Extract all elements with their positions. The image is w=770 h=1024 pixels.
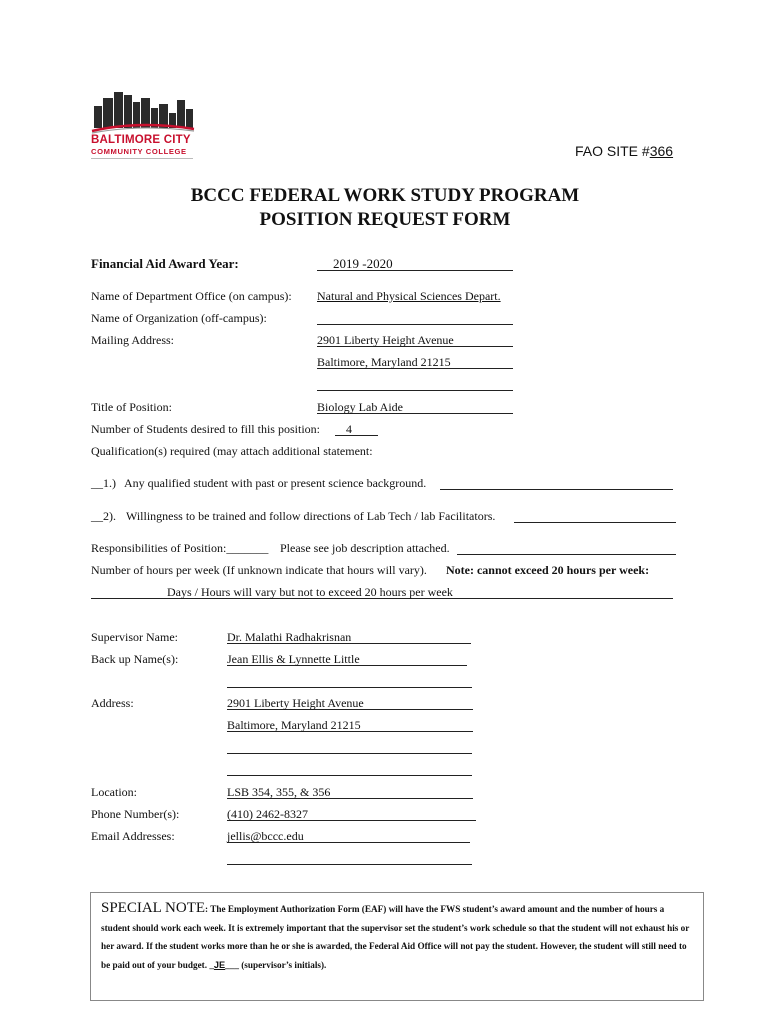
position-title-label: Title of Position:: [91, 400, 172, 414]
logo-line2: COMMUNITY COLLEGE: [91, 147, 187, 156]
mailing-line1: 2901 Liberty Height Avenue: [317, 333, 454, 347]
qualification-2-field[interactable]: [514, 522, 676, 523]
special-note-initials[interactable]: JE: [213, 959, 226, 970]
num-students-value: 4: [346, 422, 352, 436]
num-students-field[interactable]: [335, 435, 378, 436]
qualification-1-field[interactable]: [440, 489, 673, 490]
qualification-1-text: Any qualified student with past or present science background.: [124, 476, 427, 490]
location-value: LSB 354, 355, & 356: [227, 785, 331, 799]
qualification-2-prefix: __2).: [91, 509, 116, 523]
college-logo: [90, 92, 200, 164]
phone-label: Phone Number(s):: [91, 807, 180, 821]
hours-value: Days / Hours will vary but not to exceed 20 hours per week: [167, 585, 453, 599]
swoosh-graphic: [90, 122, 196, 134]
email-label: Email Addresses:: [91, 829, 175, 843]
hours-label: Number of hours per week (If unknown indicate that hours will vary).: [91, 563, 427, 577]
num-students-label: Number of Students desired to fill this position:: [91, 422, 320, 436]
hours-note: Note: cannot exceed 20 hours per week:: [446, 563, 650, 577]
email-value: jellis@bccc.edu: [227, 829, 304, 843]
special-note-heading: SPECIAL NOTE: [101, 900, 206, 916]
supervisor-value: Dr. Malathi Radhakrisnan: [227, 630, 352, 644]
dept-value[interactable]: Natural and Physical Sciences Depart.: [317, 289, 501, 303]
mailing-line2: Baltimore, Maryland 21215: [317, 355, 451, 369]
address-line2: Baltimore, Maryland 21215: [227, 718, 361, 732]
responsibilities-label: Responsibilities of Position:_______: [91, 541, 269, 555]
location-label: Location:: [91, 785, 137, 799]
responsibilities-text: Please see job description attached.: [280, 541, 450, 555]
form-title-line2: POSITION REQUEST FORM: [259, 209, 511, 230]
special-note-box: [90, 892, 704, 1001]
mailing-line3-field[interactable]: [317, 390, 513, 391]
address-line3-field[interactable]: [227, 753, 472, 754]
qualification-2-text: Willingness to be trained and follow directions of Lab Tech / lab Facilitators.: [126, 509, 496, 523]
responsibilities-field[interactable]: [457, 554, 676, 555]
qualifications-label: Qualification(s) required (may attach additional statement:: [91, 444, 373, 458]
fao-site-label: FAO SITE #: [575, 143, 650, 159]
logo-line1: BALTIMORE CITY: [91, 134, 191, 146]
logo-tagline-rule: [91, 158, 193, 159]
award-year-value: 2019 -2020: [333, 256, 393, 271]
supervisor-label: Supervisor Name:: [91, 630, 178, 644]
email-field-2[interactable]: [227, 864, 472, 865]
special-note-text: SPECIAL NOTE: The Employment Authorization Form (EAF) will have the FWS student’s award amount and the number of hours a student should work each week. It is extremely important that the supervisor set the student’s work schedule so that the student will not exhaust his or her award. If the student works more than he or she is awarded, the Federal Aid Office will not pay the student. However, the student will still need to be paid out of your budget. _JE___ (supervisor’s initials).: [101, 900, 690, 970]
position-title-value: Biology Lab Aide: [317, 400, 403, 414]
qualification-1-prefix: __1.): [91, 476, 116, 490]
backup-value: Jean Ellis & Lynnette Little: [227, 652, 360, 666]
org-field[interactable]: [317, 324, 513, 325]
award-year-label: Financial Aid Award Year:: [91, 256, 239, 271]
backup-label: Back up Name(s):: [91, 652, 179, 666]
org-label: Name of Organization (off-campus):: [91, 311, 267, 325]
address-line1: 2901 Liberty Height Avenue: [227, 696, 364, 710]
dept-label: Name of Department Office (on campus):: [91, 289, 292, 303]
fao-site-number: 366: [649, 143, 674, 159]
special-note-tail: (supervisor’s initials).: [238, 959, 327, 970]
mailing-label: Mailing Address:: [91, 333, 174, 347]
form-title-line1: BCCC FEDERAL WORK STUDY PROGRAM: [190, 185, 580, 206]
phone-value: (410) 2462-8327: [227, 807, 308, 821]
address-line4-field[interactable]: [227, 775, 472, 776]
special-note-body: : The Employment Authorization Form (EAF) will have the FWS student’s award amount and the number of hours a student should work each week. It is extremely important that the supervisor set the student’s work schedule so that the student will not exhaust his or her award. If the student works more than he or she is awarded, the Federal Aid Office will not pay the student. However, the student will still need to be paid out of your budget.: [101, 904, 690, 970]
fao-site: [575, 143, 673, 159]
address-label: Address:: [91, 696, 134, 710]
backup-field-2[interactable]: [227, 687, 472, 688]
